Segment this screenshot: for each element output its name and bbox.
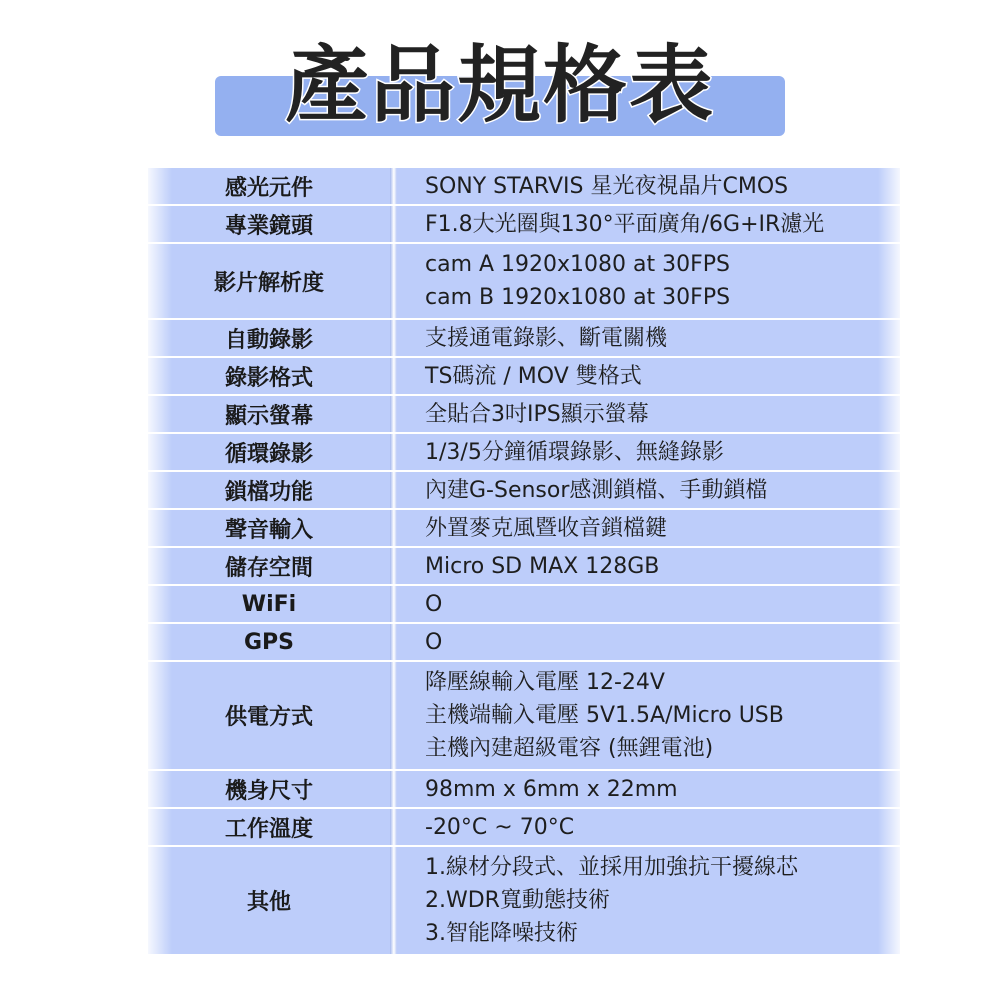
spec-row [148, 358, 900, 396]
spec-value [397, 510, 900, 546]
column-divider [390, 472, 397, 508]
column-divider [390, 847, 397, 954]
spec-value-line: 3.智能降噪技術 [425, 921, 578, 946]
spec-value-line: O [425, 591, 443, 617]
column-divider [390, 510, 397, 546]
spec-value-line: 1/3/5分鐘循環錄影、無縫錄影 [425, 439, 724, 465]
spec-value-line: -20°C ~ 70°C [425, 814, 575, 840]
spec-row [148, 548, 900, 586]
spec-value [397, 168, 900, 204]
spec-value [397, 320, 900, 356]
spec-value [397, 809, 900, 845]
spec-value [397, 771, 900, 807]
spec-label: 自動錄影 [148, 320, 390, 356]
spec-value [397, 206, 900, 242]
column-divider [390, 206, 397, 242]
column-divider [390, 662, 397, 769]
spec-row [148, 586, 900, 624]
spec-value [397, 662, 900, 769]
column-divider [390, 771, 397, 807]
spec-value-line: cam B 1920x1080 at 30FPS [425, 285, 731, 310]
spec-table [148, 168, 900, 956]
spec-row [148, 434, 900, 472]
column-divider [390, 320, 397, 356]
spec-value-line: SONY STARVIS 星光夜視晶片CMOS [425, 173, 789, 199]
spec-label: 機身尺寸 [148, 771, 390, 807]
spec-row [148, 206, 900, 244]
spec-value [397, 847, 900, 954]
spec-label: 顯示螢幕 [148, 396, 390, 432]
column-divider [390, 168, 397, 204]
spec-value [397, 586, 900, 622]
spec-value [397, 472, 900, 508]
spec-label: 感光元件 [148, 168, 390, 204]
spec-label: 專業鏡頭 [148, 206, 390, 242]
spec-value-line: TS碼流 / MOV 雙格式 [425, 363, 642, 389]
spec-row [148, 510, 900, 548]
spec-label: WiFi [148, 586, 390, 622]
spec-row [148, 168, 900, 206]
spec-value-line: 外置麥克風暨收音鎖檔鍵 [425, 515, 668, 541]
spec-label: 錄影格式 [148, 358, 390, 394]
spec-value-line: 內建G-Sensor感測鎖檔、手動鎖檔 [425, 477, 768, 503]
spec-row [148, 662, 900, 771]
spec-row [148, 396, 900, 434]
spec-value-line: F1.8大光圈與130°平面廣角/6G+IR濾光 [425, 211, 825, 237]
spec-row [148, 472, 900, 510]
spec-label: 工作溫度 [148, 809, 390, 845]
spec-value-line: 支援通電錄影、斷電關機 [425, 325, 668, 351]
spec-label: 聲音輸入 [148, 510, 390, 546]
spec-row [148, 847, 900, 956]
spec-value [397, 396, 900, 432]
spec-row [148, 320, 900, 358]
spec-row [148, 809, 900, 847]
spec-label: GPS [148, 624, 390, 660]
spec-row [148, 244, 900, 320]
spec-row [148, 771, 900, 809]
spec-label: 儲存空間 [148, 548, 390, 584]
spec-label: 供電方式 [148, 662, 390, 769]
spec-value-line: 98mm x 6mm x 22mm [425, 776, 678, 802]
page-title: 產品規格表 [284, 36, 715, 134]
spec-value-line: 主機端輸入電壓 5V1.5A/Micro USB [425, 703, 784, 728]
spec-label: 鎖檔功能 [148, 472, 390, 508]
spec-value-line: Micro SD MAX 128GB [425, 553, 660, 579]
spec-label: 循環錄影 [148, 434, 390, 470]
spec-row [148, 624, 900, 662]
spec-value [397, 548, 900, 584]
spec-value-line: O [425, 629, 443, 655]
spec-value-line: 降壓線輸入電壓 12-24V [425, 670, 665, 695]
column-divider [390, 358, 397, 394]
spec-value-line: 1.線材分段式、並採用加強抗干擾線芯 [425, 855, 798, 880]
spec-value-line: 全貼合3吋IPS顯示螢幕 [425, 401, 649, 427]
column-divider [390, 244, 397, 318]
column-divider [390, 586, 397, 622]
column-divider [390, 396, 397, 432]
column-divider [390, 434, 397, 470]
column-divider [390, 624, 397, 660]
spec-value [397, 434, 900, 470]
spec-value-line: cam A 1920x1080 at 30FPS [425, 252, 731, 277]
spec-value [397, 358, 900, 394]
column-divider [390, 809, 397, 845]
spec-value [397, 244, 900, 318]
spec-label: 影片解析度 [148, 244, 390, 318]
column-divider [390, 548, 397, 584]
spec-label: 其他 [148, 847, 390, 954]
spec-value-line: 2.WDR寬動態技術 [425, 888, 610, 913]
spec-value-line: 主機內建超級電容 (無鋰電池) [425, 736, 714, 761]
spec-value [397, 624, 900, 660]
